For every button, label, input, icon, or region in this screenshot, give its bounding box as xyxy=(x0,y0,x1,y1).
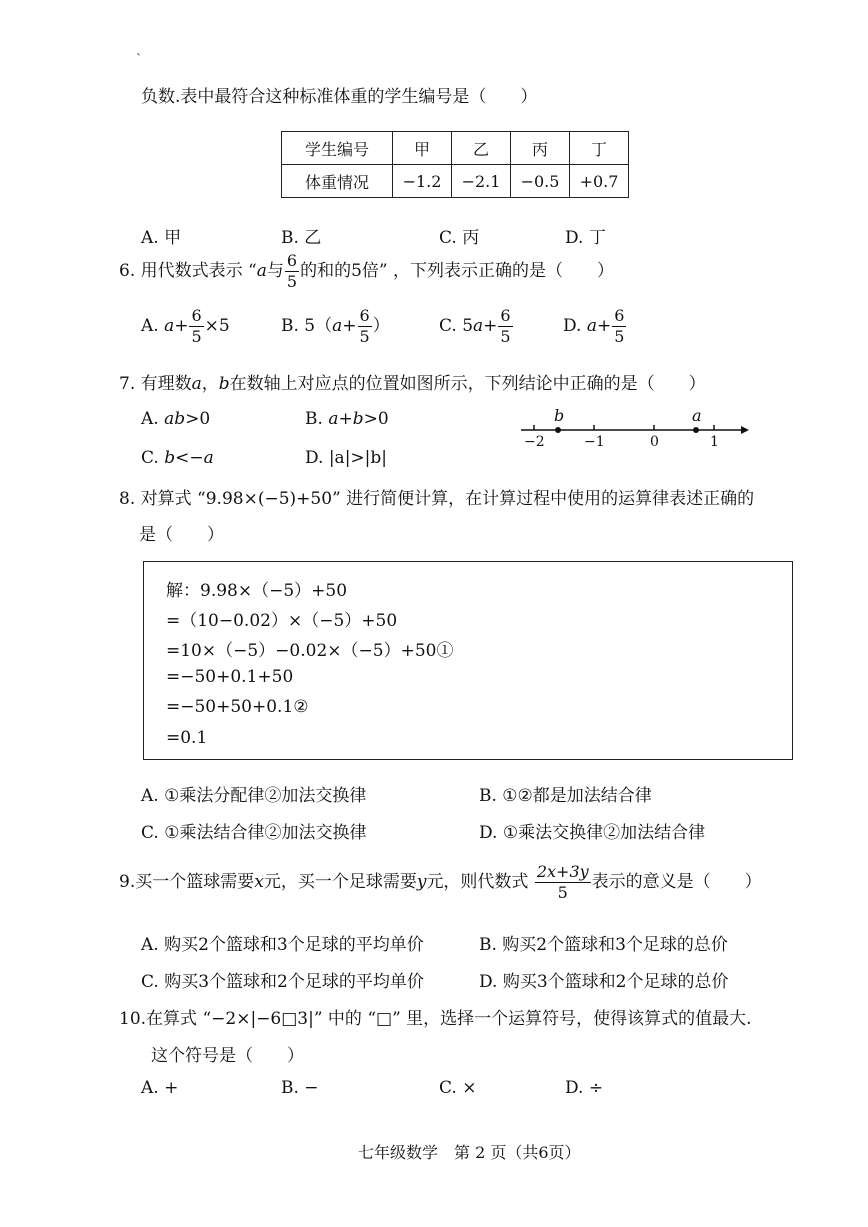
q9-text: 买一个篮球需要 xyxy=(135,872,255,892)
table-row xyxy=(282,165,629,198)
fraction-denominator: 5 xyxy=(286,272,298,291)
option-label: A. xyxy=(141,316,159,336)
number-line xyxy=(515,404,755,454)
axis-arrow-icon xyxy=(741,426,749,434)
option-label: C. xyxy=(141,448,165,468)
q10-text: 在算式 “−2×|−6□3|” 中的 “□” 里，选择一个运算符号，使得该算式的值最大. xyxy=(146,1009,752,1029)
table-header-cell: 丙 xyxy=(511,132,570,165)
q5-option-a[interactable]: A. 甲 xyxy=(141,228,182,248)
q9-option-c[interactable]: C. 购买3个篮球和2个足球的平均单价 xyxy=(141,972,424,992)
q8-text: 对算式 “9.98×(−5)+50” 进行简便计算，在计算过程中使用的运算律表述正确的 xyxy=(140,489,755,509)
fraction-denominator: 5 xyxy=(191,327,202,346)
variable-a: a xyxy=(164,316,175,336)
plus-sign: + xyxy=(483,316,498,336)
solution-line: =10×（−5）−0.02×（−5）+50① xyxy=(166,641,454,661)
option-text: ×5 xyxy=(204,316,230,336)
fraction xyxy=(535,864,591,901)
question-number: 7. xyxy=(119,374,136,394)
question-number: 10. xyxy=(119,1009,147,1029)
fraction-denominator: 5 xyxy=(557,883,568,902)
q7-text: ， xyxy=(201,374,219,394)
stray-mark: ` xyxy=(136,52,142,66)
q5-option-d[interactable]: D. 丁 xyxy=(565,228,606,248)
table-cell: −0.5 xyxy=(511,165,570,198)
tick-label: −1 xyxy=(584,434,605,450)
number-line-svg xyxy=(515,404,755,454)
option-text: <− xyxy=(175,448,204,468)
q9-option-d[interactable]: D. 购买3个篮球和2个足球的总价 xyxy=(479,972,729,992)
q7-option-a[interactable] xyxy=(141,409,210,429)
fraction-numerator: 6 xyxy=(359,306,370,325)
point-label-a: a xyxy=(692,406,702,425)
solution-box xyxy=(143,561,793,760)
option-label: D. xyxy=(563,316,582,336)
point-label-b: b xyxy=(554,406,565,425)
variable-a: a xyxy=(473,316,484,336)
option-text: >0 xyxy=(185,409,211,429)
fraction-numerator: 6 xyxy=(614,306,625,325)
fraction xyxy=(498,308,512,345)
q7-option-c[interactable] xyxy=(141,448,214,468)
q10-stem xyxy=(119,1004,752,1029)
solution-line: =−50+0.1+50 xyxy=(166,667,294,687)
q9-text: 元，则代数式 xyxy=(426,872,529,892)
option-label: B. 5（ xyxy=(281,316,333,336)
q7-text: 有理数 xyxy=(140,374,192,394)
question-number: 8. xyxy=(119,489,136,509)
plus-sign: + xyxy=(338,409,353,429)
variable-a: a xyxy=(328,409,339,429)
fraction-numerator: 6 xyxy=(286,251,298,270)
variable-a: a xyxy=(256,261,267,281)
page-footer: 七年级数学 第 2 页（共6页） xyxy=(358,1143,581,1162)
option-text: >0 xyxy=(363,409,389,429)
variable-a: a xyxy=(191,374,202,394)
q8-option-d[interactable]: D. ①乘法交换律②加法结合律 xyxy=(479,823,706,843)
table-header-cell: 丁 xyxy=(570,132,629,165)
variable-y: y xyxy=(416,872,427,892)
q9-option-b[interactable]: B. 购买2个篮球和3个足球的总价 xyxy=(479,935,728,955)
expression-ab: ab xyxy=(164,409,186,429)
tick-label: 1 xyxy=(710,434,719,450)
question-number: 6. xyxy=(119,261,136,281)
fraction xyxy=(285,253,299,290)
q9-text: 元，买一个足球需要 xyxy=(263,872,417,892)
table-cell: −2.1 xyxy=(452,165,511,198)
q6-option-b[interactable] xyxy=(281,308,390,345)
fraction-numerator: 2x+3y xyxy=(536,862,589,881)
q7-option-b[interactable] xyxy=(305,409,389,429)
fraction xyxy=(358,308,372,345)
point-b xyxy=(555,427,561,433)
variable-x: x xyxy=(254,872,264,892)
q10-stem-cont: 这个符号是（ ） xyxy=(151,1046,304,1066)
q5-stem: 负数.表中最符合这种标准体重的学生编号是（ ） xyxy=(141,87,538,107)
option-label: B. xyxy=(305,409,329,429)
q7-stem xyxy=(119,369,706,394)
table-header-cell: 学生编号 xyxy=(282,132,393,165)
solution-line: =（10−0.02）×（−5）+50 xyxy=(166,611,398,631)
question-number: 9. xyxy=(119,872,136,892)
variable-a: a xyxy=(586,316,597,336)
q10-option-d[interactable]: D. ÷ xyxy=(565,1078,604,1098)
q6-option-a[interactable] xyxy=(141,308,230,345)
option-text: ） xyxy=(372,316,390,336)
variable-a: a xyxy=(203,448,214,468)
plus-sign: + xyxy=(596,316,612,336)
fraction xyxy=(612,308,626,345)
q10-option-c[interactable]: C. × xyxy=(439,1078,477,1098)
q7-option-d[interactable]: D. |a|>|b| xyxy=(305,448,388,468)
q5-option-b[interactable]: B. 乙 xyxy=(281,228,322,248)
q7-text: 在数轴上对应点的位置如图所示，下列结论中正确的是（ ） xyxy=(229,374,706,394)
q10-option-b[interactable]: B. − xyxy=(281,1078,319,1098)
table-header-cell: 乙 xyxy=(452,132,511,165)
table-header-cell: 甲 xyxy=(393,132,452,165)
weight-table xyxy=(281,131,629,198)
q6-option-d[interactable] xyxy=(563,308,627,345)
variable-a: a xyxy=(332,316,343,336)
variable-b: b xyxy=(352,409,364,429)
q9-text: 表示的意义是（ ） xyxy=(591,872,762,892)
fraction xyxy=(189,308,203,345)
q8-option-b[interactable]: B. ①②都是加法结合律 xyxy=(479,786,652,806)
plus-sign: + xyxy=(174,316,189,336)
q6-text: 用代数式表示 “ xyxy=(140,261,257,281)
solution-line: =0.1 xyxy=(166,728,208,748)
q8-stem-cont: 是（ ） xyxy=(139,525,224,545)
variable-b: b xyxy=(218,374,230,394)
fraction-numerator: 6 xyxy=(500,306,511,325)
q8-option-a[interactable]: A. ①乘法分配律②加法交换律 xyxy=(141,786,367,806)
q8-option-c[interactable]: C. ①乘法结合律②加法交换律 xyxy=(141,823,367,843)
q6-option-c[interactable] xyxy=(439,308,514,345)
table-row xyxy=(282,132,629,165)
q8-stem xyxy=(119,484,754,509)
q9-option-a[interactable]: A. 购买2个篮球和3个足球的平均单价 xyxy=(141,935,424,955)
q6-text: 的和的5倍” ，下列表示正确的是（ ） xyxy=(300,261,614,281)
q6-stem xyxy=(119,253,614,290)
option-label: C. 5 xyxy=(439,316,474,336)
table-cell: −1.2 xyxy=(393,165,452,198)
solution-line: =−50+50+0.1② xyxy=(166,697,309,717)
tick-label: −2 xyxy=(524,434,545,450)
plus-sign: + xyxy=(342,316,357,336)
solution-line: 解：9.98×（−5）+50 xyxy=(166,581,348,601)
tick-label: 0 xyxy=(650,434,659,450)
q6-text: 与 xyxy=(266,261,284,281)
fraction-denominator: 5 xyxy=(359,327,370,346)
table-cell: 体重情况 xyxy=(282,165,393,198)
fraction-numerator: 6 xyxy=(191,306,202,325)
option-label: A. xyxy=(141,409,165,429)
point-a xyxy=(693,427,699,433)
q10-option-a[interactable]: A. + xyxy=(141,1078,179,1098)
fraction-denominator: 5 xyxy=(614,327,625,346)
q9-stem xyxy=(119,862,762,902)
q5-option-c[interactable]: C. 丙 xyxy=(439,228,480,248)
table-cell: +0.7 xyxy=(570,165,629,198)
variable-b: b xyxy=(164,448,176,468)
fraction-denominator: 5 xyxy=(500,327,511,346)
